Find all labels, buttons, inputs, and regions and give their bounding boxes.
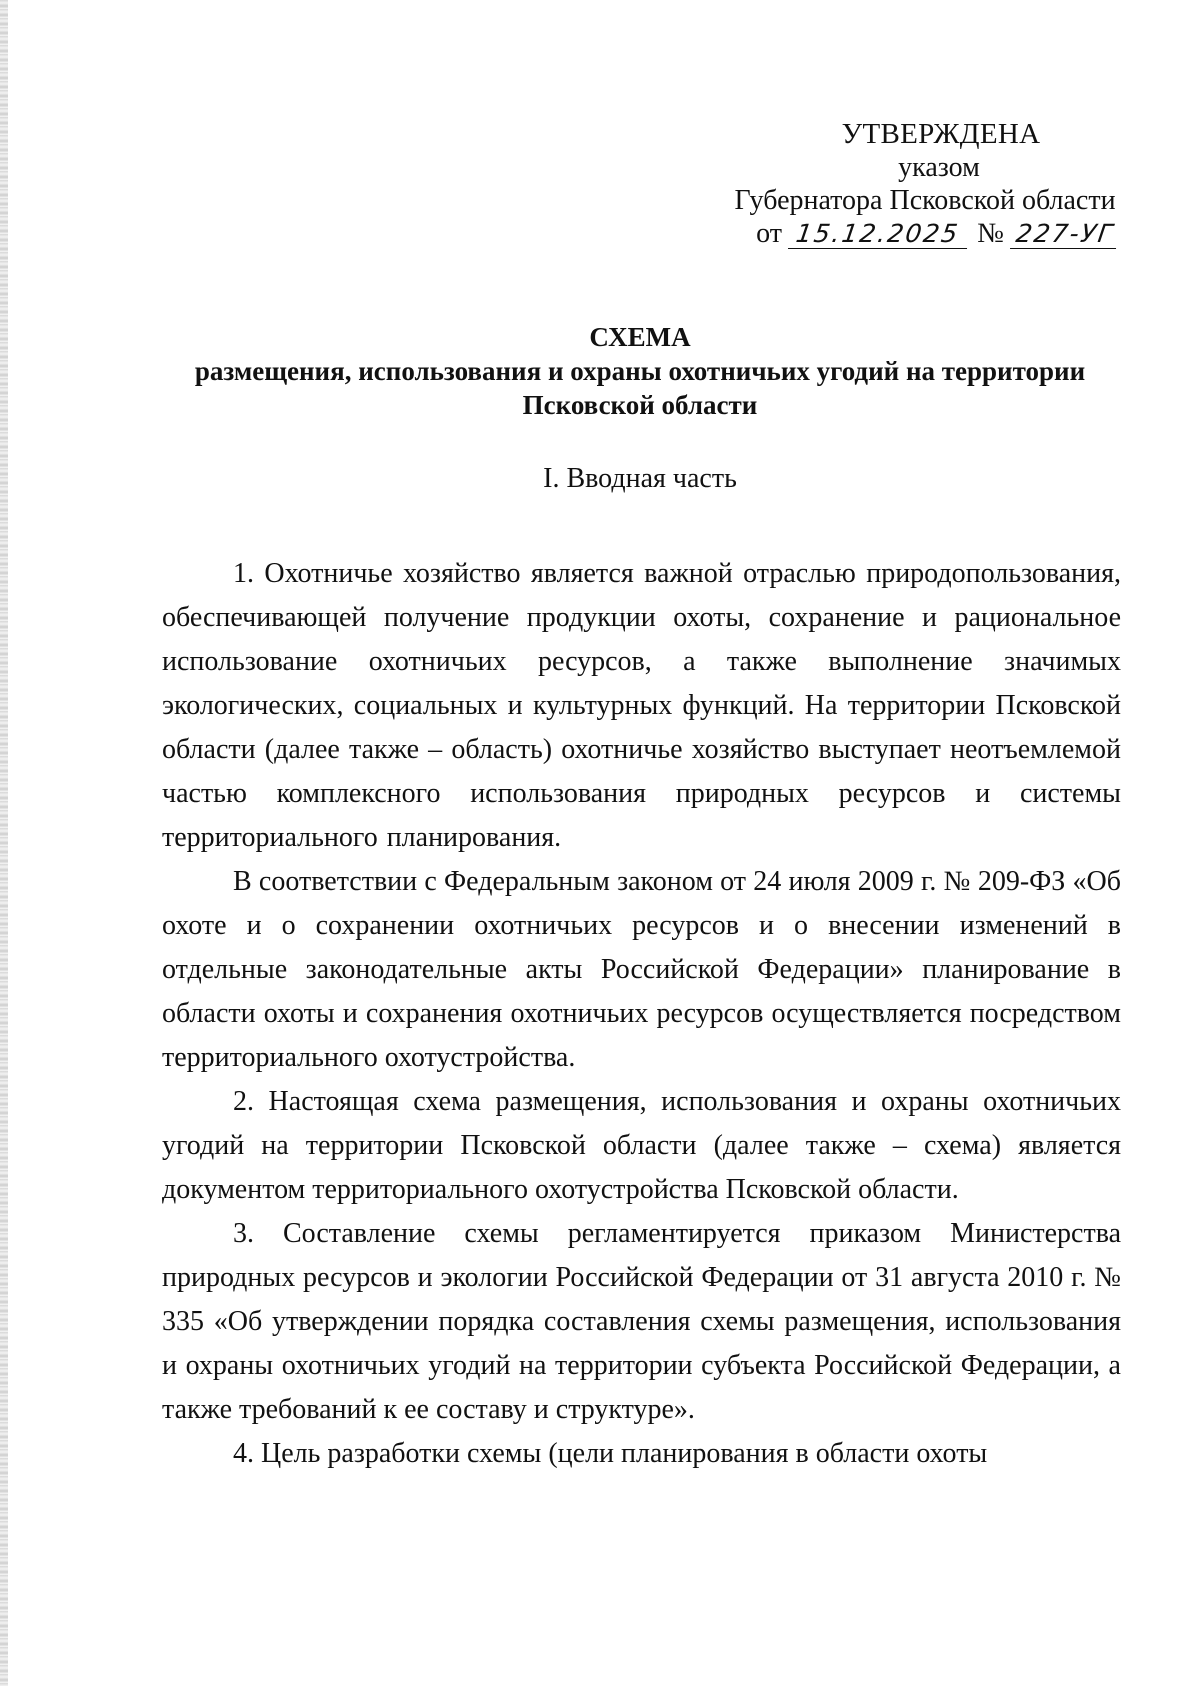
- title-main: СХЕМА: [589, 322, 691, 352]
- approval-decree-label: указом: [898, 152, 980, 183]
- paragraph: 4. Цель разработки схемы (цели планирования в области охоты: [233, 1438, 988, 1469]
- paragraph: В соответствии с Федеральным законом от 24 июля 2009 г. № 209-ФЗ «Об охоте и о сохранении охотничьих ресурсов и о внесении изменений в отдельные законодательные акты Российской Федерации» планирование в области охоты и сохранения охотничьих ресурсов осуществляется посредством территориального охотустройства.: [162, 866, 1121, 1073]
- section-heading: I. Вводная часть: [543, 463, 737, 494]
- approval-date-number-line: [700, 217, 1150, 250]
- paragraph: 2. Настоящая схема размещения, использования и охраны охотничьих угодий на территории Псковской области (далее также – схема) является документом территориального охотустройства Псковской области.: [162, 1086, 1121, 1205]
- paragraph: 3. Составление схемы регламентируется приказом Министерства природных ресурсов и экологии Российской Федерации от 31 августа 2010 г. № 335 «Об утверждении порядка составления схемы размещения, использования и охраны охотничьих угодий на территории субъекта Российской Федерации, а также требований к ее составу и структуре».: [162, 1218, 1121, 1425]
- scan-edge-artifact: [0, 0, 8, 1686]
- title-line-1: размещения, использования и охраны охотничьих угодий на территории: [194, 356, 1086, 386]
- document-body: [162, 552, 1121, 1476]
- date-prefix: от: [756, 218, 783, 249]
- approval-issuer: Губернатора Псковской области: [734, 185, 1116, 216]
- approval-stamp-block: [700, 118, 1150, 250]
- paragraph: 1. Охотничье хозяйство является важной отраслью природопользования, обеспечивающей получение продукции охоты, сохранение и рациональное использование охотничьих ресурсов, а также выполнение значимых экологических, социальных и культурных функций. На территории Псковской области (далее также – область) охотничье хозяйство выступает неотъемлемой частью комплексного использования природных ресурсов и системы территориального планирования.: [162, 558, 1121, 853]
- title-line-2: Псковской области: [522, 390, 758, 420]
- handwritten-number: 227-УГ: [1010, 220, 1120, 249]
- document-title: [160, 320, 1120, 422]
- handwritten-date: 15.12.2025: [788, 220, 971, 249]
- approval-heading: УТВЕРЖДЕНА: [841, 118, 1041, 150]
- number-sign: №: [977, 218, 1004, 249]
